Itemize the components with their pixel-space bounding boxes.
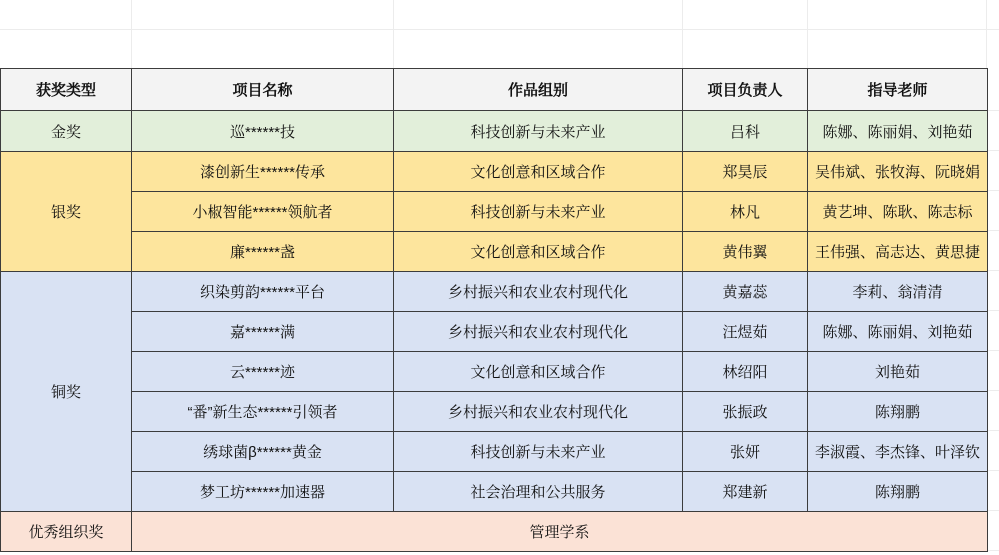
leader-cell[interactable]: 黄嘉蕊 [683,272,808,312]
gridline [988,110,999,553]
category-cell[interactable]: 科技创新与未来产业 [394,111,683,152]
table-row [1,432,988,472]
header-award-type[interactable]: 获奖类型 [1,69,132,111]
project-name-cell[interactable]: 巡******技 [132,111,394,152]
organization-recipient-cell[interactable]: 管理学系 [132,512,988,552]
project-name-cell[interactable]: 小椒智能******领航者 [132,192,394,232]
leader-cell[interactable]: 郑昊辰 [683,152,808,192]
category-cell[interactable]: 乡村振兴和农业农村现代化 [394,272,683,312]
award-type-cell-gold[interactable]: 金奖 [1,111,132,152]
gridline [0,29,999,30]
header-project-name[interactable]: 项目名称 [132,69,394,111]
advisors-cell[interactable]: 黄艺坤、陈耿、陈志标 [808,192,988,232]
table-row [1,392,988,432]
awards-table [0,68,988,552]
advisors-cell[interactable]: 陈翔鹏 [808,472,988,512]
award-type-cell-bronze[interactable]: 铜奖 [1,272,132,512]
advisors-cell[interactable]: 刘艳茹 [808,352,988,392]
leader-cell[interactable]: 张妍 [683,432,808,472]
table-body [1,111,988,552]
advisors-cell[interactable]: 李莉、翁清清 [808,272,988,312]
leader-cell[interactable]: 郑建新 [683,472,808,512]
table-row [1,472,988,512]
header-category[interactable]: 作品组别 [394,69,683,111]
leader-cell[interactable]: 黄伟翼 [683,232,808,272]
project-name-cell[interactable]: 漆创新生******传承 [132,152,394,192]
award-type-cell-silver[interactable]: 银奖 [1,152,132,272]
category-cell[interactable]: 乡村振兴和农业农村现代化 [394,392,683,432]
project-name-cell[interactable]: 绣球菌β******黄金 [132,432,394,472]
leader-cell[interactable]: 汪煜茹 [683,312,808,352]
gridline [682,0,683,68]
leader-cell[interactable]: 吕科 [683,111,808,152]
advisors-cell[interactable]: 王伟强、高志达、黄思捷 [808,232,988,272]
gridline [393,0,394,68]
leader-cell[interactable]: 林绍阳 [683,352,808,392]
header-advisors[interactable]: 指导老师 [808,69,988,111]
category-cell[interactable]: 社会治理和公共服务 [394,472,683,512]
table-row [1,192,988,232]
table-row [1,272,988,312]
header-row [1,69,988,111]
project-name-cell[interactable]: 云******迹 [132,352,394,392]
gridline [807,0,808,68]
category-cell[interactable]: 文化创意和区域合作 [394,232,683,272]
leader-cell[interactable]: 张振政 [683,392,808,432]
project-name-cell[interactable]: “番”新生态******引领者 [132,392,394,432]
category-cell[interactable]: 科技创新与未来产业 [394,192,683,232]
award-type-cell-organization[interactable]: 优秀组织奖 [1,512,132,552]
table-row [1,111,988,152]
project-name-cell[interactable]: 嘉******满 [132,312,394,352]
gridline [131,0,132,68]
advisors-cell[interactable]: 陈娜、陈丽娟、刘艳茹 [808,111,988,152]
project-name-cell[interactable]: 廉******盏 [132,232,394,272]
table-row [1,512,988,552]
table-row [1,152,988,192]
project-name-cell[interactable]: 梦工坊******加速器 [132,472,394,512]
category-cell[interactable]: 文化创意和区域合作 [394,352,683,392]
table-row [1,312,988,352]
header-leader[interactable]: 项目负责人 [683,69,808,111]
project-name-cell[interactable]: 织染剪韵******平台 [132,272,394,312]
category-cell[interactable]: 乡村振兴和农业农村现代化 [394,312,683,352]
table-row [1,232,988,272]
category-cell[interactable]: 文化创意和区域合作 [394,152,683,192]
table-header [1,69,988,111]
table-row [1,352,988,392]
advisors-cell[interactable]: 陈娜、陈丽娟、刘艳茹 [808,312,988,352]
advisors-cell[interactable]: 吴伟斌、张牧海、阮晓娟 [808,152,988,192]
leader-cell[interactable]: 林凡 [683,192,808,232]
gridline [986,0,987,68]
advisors-cell[interactable]: 李淑霞、李杰锋、叶泽钦 [808,432,988,472]
advisors-cell[interactable]: 陈翔鹏 [808,392,988,432]
category-cell[interactable]: 科技创新与未来产业 [394,432,683,472]
